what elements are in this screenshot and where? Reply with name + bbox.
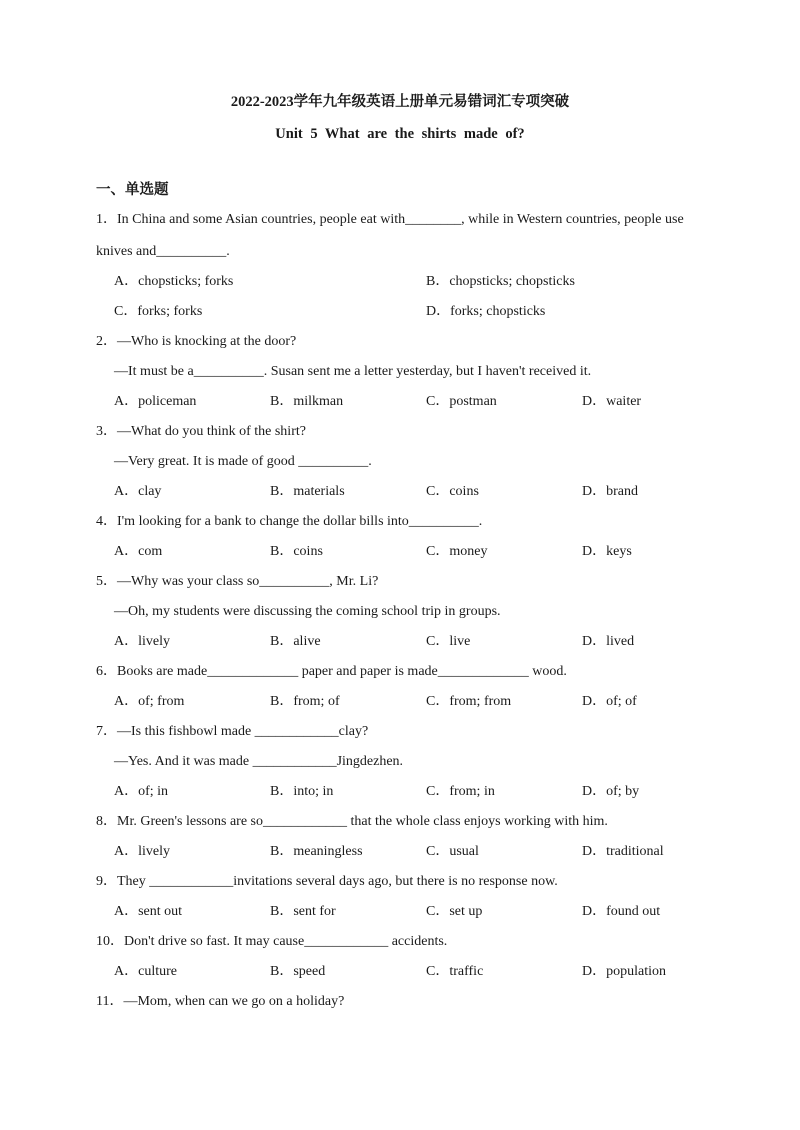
option-b: B．speed: [270, 964, 326, 979]
option-c: C．from; from: [426, 694, 512, 709]
question-text: 2．—Who is knocking at the door?: [96, 334, 297, 349]
question-text: 1．In China and some Asian countries, people eat with________, while in Western countries, people use: [96, 212, 684, 227]
question-text: 5．—Why was your class so__________, Mr. Li?: [96, 574, 379, 589]
question-text: 4．I'm looking for a bank to change the dollar bills into__________.: [96, 514, 483, 529]
option-b: B．milkman: [270, 394, 344, 409]
question-2: [96, 332, 704, 412]
document-title: 2022-2023学年九年级英语上册单元易错词汇专项突破: [230, 94, 570, 110]
option-b: B．alive: [270, 634, 321, 649]
option-c: C．live: [426, 634, 471, 649]
option-c: C．postman: [426, 394, 497, 409]
option-c: C．coins: [426, 484, 479, 499]
question-text: 7．—Is this fishbowl made ____________clay?: [96, 724, 369, 739]
option-d: D．forks; chopsticks: [426, 304, 546, 319]
option-d: D．brand: [582, 484, 638, 499]
question-text: 6．Books are made_____________ paper and paper is made_____________ wood.: [96, 664, 567, 679]
option-b: B．into; in: [270, 784, 334, 799]
option-b: B．from; of: [270, 694, 340, 709]
option-a: A．culture: [114, 964, 177, 979]
option-d: D．population: [582, 964, 666, 979]
question-text: 9．They ____________invitations several days ago, but there is no response now.: [96, 874, 558, 889]
option-a: A．lively: [114, 634, 170, 649]
option-d: D．lived: [582, 634, 635, 649]
option-c: C．money: [426, 544, 488, 559]
option-c: C．from; in: [426, 784, 495, 799]
option-d: D．traditional: [582, 844, 664, 859]
question-6: [96, 662, 704, 712]
question-text: 8．Mr. Green's lessons are so____________ that the whole class enjoys working with him.: [96, 814, 608, 829]
option-d: D．of; of: [582, 694, 637, 709]
question-text: —Yes. And it was made ____________Jingdezhen.: [114, 754, 404, 769]
question-10: [96, 932, 704, 982]
question-text: —It must be a__________. Susan sent me a letter yesterday, but I haven't received it.: [114, 364, 592, 379]
option-a: A．clay: [114, 484, 162, 499]
document-subtitle: Unit 5 What are the shirts made of?: [275, 126, 525, 142]
question-4: [96, 512, 704, 562]
option-a: A．of; from: [114, 694, 185, 709]
option-d: D．keys: [582, 544, 632, 559]
option-c: C．usual: [426, 844, 479, 859]
option-b: B．coins: [270, 544, 323, 559]
question-text: —Oh, my students were discussing the coming school trip in groups.: [114, 604, 501, 619]
question-3: [96, 422, 704, 502]
option-b: B．materials: [270, 484, 345, 499]
option-b: B．chopsticks; chopsticks: [426, 274, 575, 289]
option-d: D．found out: [582, 904, 661, 919]
question-9: [96, 872, 704, 922]
option-a: A．com: [114, 544, 163, 559]
question-text: 3．—What do you think of the shirt?: [96, 424, 306, 439]
question-text: 10．Don't drive so fast. It may cause____________ accidents.: [96, 934, 448, 949]
option-c: C．forks; forks: [114, 304, 203, 319]
option-b: B．sent for: [270, 904, 336, 919]
option-c: C．set up: [426, 904, 483, 919]
option-d: D．of; by: [582, 784, 640, 799]
option-a: A．sent out: [114, 904, 183, 919]
option-d: D．waiter: [582, 394, 642, 409]
question-11: [96, 992, 704, 1012]
question-5: [96, 572, 704, 652]
question-8: [96, 812, 704, 862]
option-a: A．of; in: [114, 784, 169, 799]
question-7: [96, 722, 704, 802]
option-a: A．lively: [114, 844, 170, 859]
option-c: C．traffic: [426, 964, 484, 979]
section-heading: 一、单选题: [96, 182, 169, 198]
option-b: B．meaningless: [270, 844, 363, 859]
question-text: 11．—Mom, when can we go on a holiday?: [96, 994, 345, 1009]
option-a: A．chopsticks; forks: [114, 274, 234, 289]
question-text: knives and__________.: [96, 244, 230, 259]
option-a: A．policeman: [114, 394, 197, 409]
question-1: [96, 210, 704, 322]
question-text: —Very great. It is made of good __________.: [114, 454, 372, 469]
